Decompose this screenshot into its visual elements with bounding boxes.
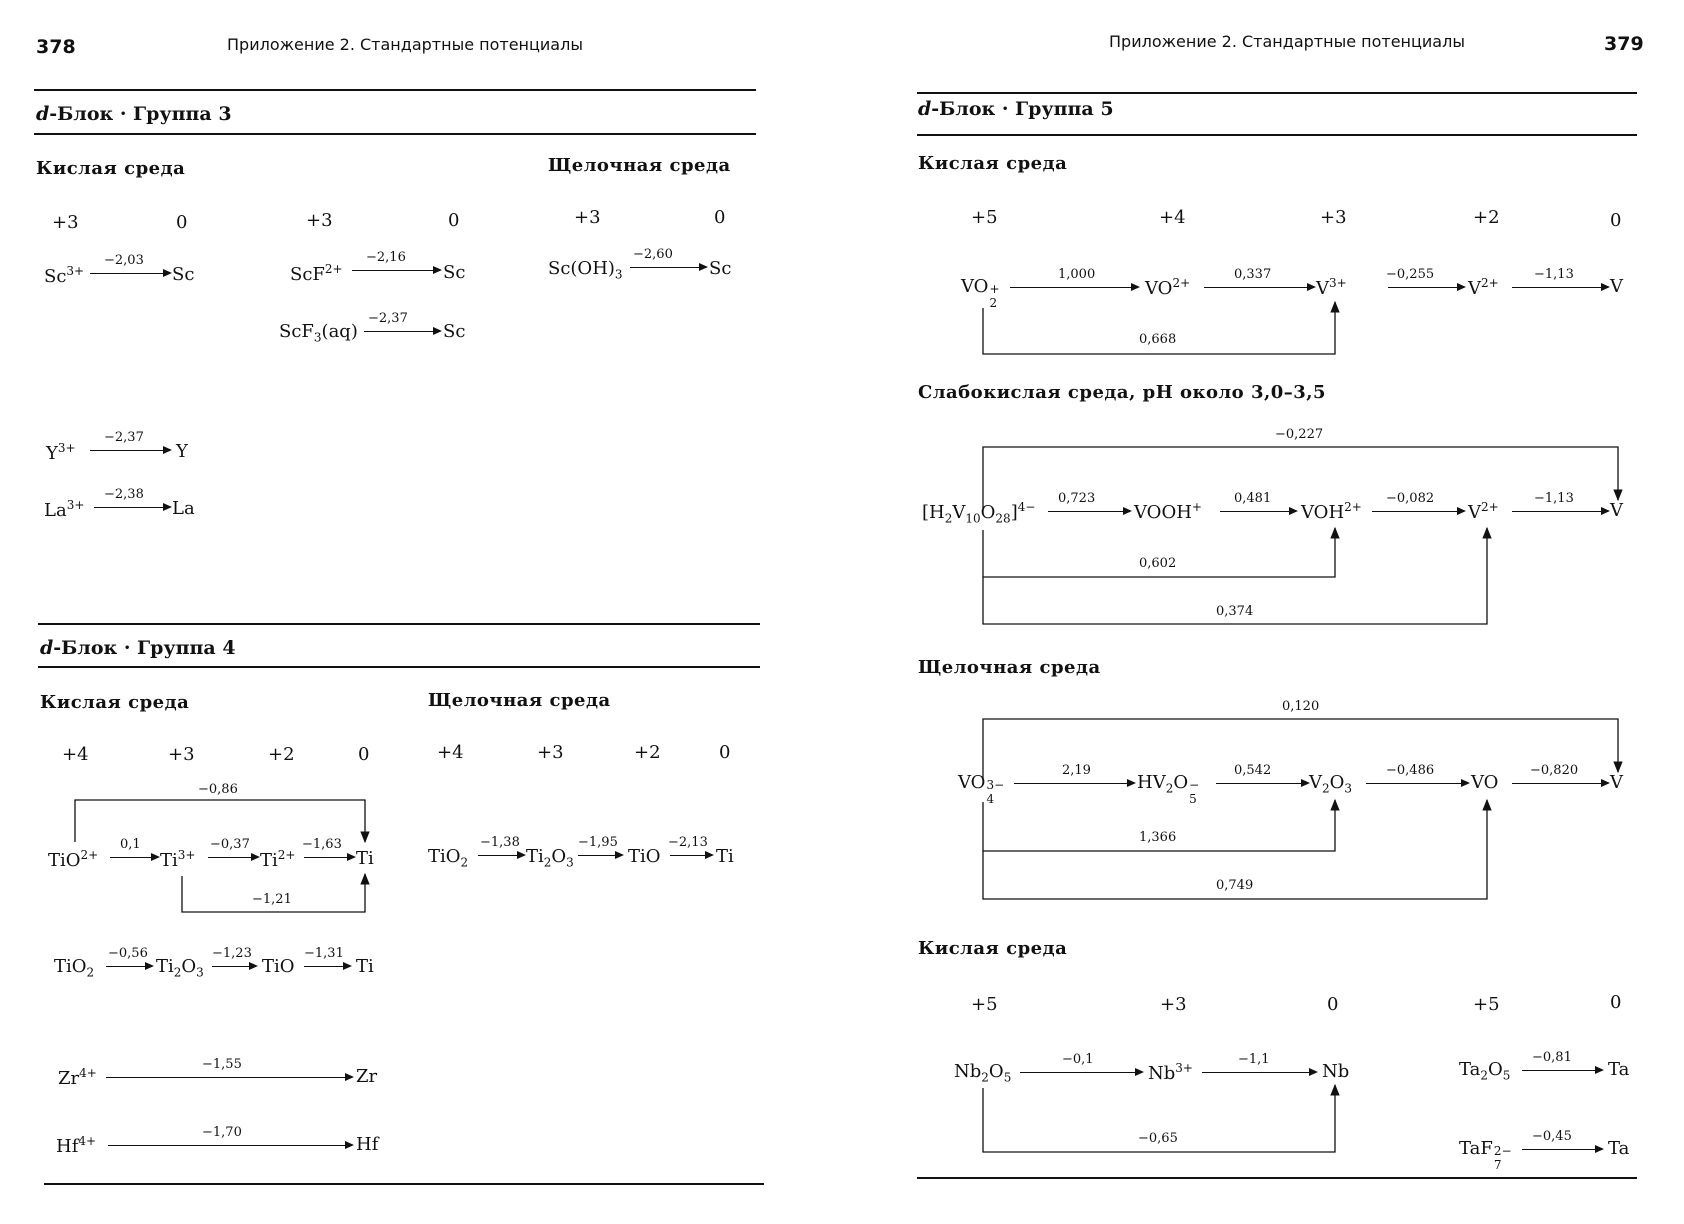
arrow xyxy=(1512,783,1608,784)
potential-value: −1,1 xyxy=(1238,1052,1270,1067)
left-running-header: Приложение 2. Стандартные потенциалы xyxy=(227,35,583,54)
species-ti: Ti xyxy=(356,848,374,869)
potential-value: −1,38 xyxy=(480,835,520,850)
arrow xyxy=(1366,783,1468,784)
arrow xyxy=(304,966,350,967)
weak-acid-label: Слабокислая среда, pH около 3,0–3,5 xyxy=(918,382,1327,403)
ox-state: +3 xyxy=(1320,207,1347,228)
potential-value: 0,542 xyxy=(1234,763,1272,778)
species-vo4: VO 3− 4 xyxy=(958,772,1005,806)
ox-state: +5 xyxy=(971,207,998,228)
arrow xyxy=(478,855,524,856)
arrow xyxy=(212,966,256,967)
left-bottom-rule xyxy=(44,1183,764,1185)
potential-value: −2,16 xyxy=(366,250,406,265)
ox-state: 0 xyxy=(1610,210,1622,231)
potential-value: 0,481 xyxy=(1234,491,1272,506)
group5-top-rule xyxy=(917,92,1637,94)
potential-value: −2,37 xyxy=(104,430,144,445)
species-ti3: $Ti^{3+}$ xyxy=(160,848,196,871)
species-v2: $V^{2+}$ xyxy=(1468,500,1499,523)
species-vooh: VOOH+ xyxy=(1134,500,1202,523)
potential-value: −0,45 xyxy=(1532,1129,1572,1144)
species-sc: Sc xyxy=(709,258,732,279)
right-page-number: 379 xyxy=(1604,33,1644,55)
arrow xyxy=(1014,783,1134,784)
arrow xyxy=(578,855,622,856)
potential-value: −1,70 xyxy=(202,1125,242,1140)
arrow xyxy=(1388,287,1464,288)
species-tio2: TiO$_2$ xyxy=(54,956,95,980)
arrow xyxy=(90,273,170,274)
potential-value: 0,337 xyxy=(1234,267,1272,282)
group5-bottom-rule xyxy=(917,134,1637,136)
potential-value: −2,38 xyxy=(104,487,144,502)
species-ta: Ta xyxy=(1608,1059,1630,1080)
ox-state: +5 xyxy=(1473,994,1500,1015)
species-taf7: TaF 2− 7 xyxy=(1459,1138,1512,1172)
species-v: V xyxy=(1610,276,1623,297)
group5-title: d-Блок · Группа 5 xyxy=(918,98,1114,120)
arrow xyxy=(304,857,354,858)
species-tio: TiO xyxy=(628,846,661,867)
arrow xyxy=(1202,1072,1316,1073)
ox-state: +4 xyxy=(62,744,89,765)
group3-acid-label: Кислая среда xyxy=(36,158,186,179)
ox-state: +2 xyxy=(268,744,295,765)
species-v3: $V^{3+}$ xyxy=(1316,276,1347,299)
arrow xyxy=(1020,1072,1142,1073)
arrow xyxy=(630,267,706,268)
species-scf: ScF$^{2+}$ xyxy=(290,262,343,285)
group4-alkaline-label: Щелочная среда xyxy=(428,690,611,711)
species-tio: TiO xyxy=(262,956,295,977)
species-la3: $La^{3+}$ xyxy=(44,498,85,521)
ox-state: +3 xyxy=(537,742,564,763)
arrow xyxy=(364,331,440,332)
species-zr: Zr xyxy=(356,1066,378,1087)
species-vo: VO xyxy=(1471,772,1499,793)
arrow xyxy=(106,1077,352,1078)
arrow xyxy=(1204,287,1314,288)
ox-state: +5 xyxy=(971,994,998,1015)
group3-alkaline-label: Щелочная среда xyxy=(548,155,731,176)
potential-value: −2,60 xyxy=(633,247,673,262)
potential-value: −1,63 xyxy=(302,837,342,852)
species-sc: Sc xyxy=(443,262,466,283)
potential-value: 0,668 xyxy=(1139,332,1177,347)
species-tio: TiO$^{2+}$ xyxy=(48,848,99,871)
ox-state: 0 xyxy=(1327,994,1339,1015)
species-zr4: $Zr^{4+}$ xyxy=(58,1066,97,1089)
species-y3: $Y^{3+}$ xyxy=(46,441,76,464)
ox-state: +3 xyxy=(168,744,195,765)
potential-value: −2,37 xyxy=(368,311,408,326)
species-voh: $VOH^{2+}$ xyxy=(1301,500,1362,523)
nb-acid-label: Кислая среда xyxy=(918,938,1068,959)
species-vo2: VO + 2 xyxy=(961,276,1000,310)
potential-value: −0,820 xyxy=(1530,763,1579,778)
potential-value: −1,13 xyxy=(1534,491,1574,506)
group4-bottom-rule xyxy=(38,666,760,668)
potential-value: −0,082 xyxy=(1386,491,1435,506)
potential-value: 1,000 xyxy=(1058,267,1096,282)
group3-bottom-rule xyxy=(34,133,756,135)
species-scoh3: $Sc(OH)_3$ xyxy=(548,258,623,282)
species-v: V xyxy=(1610,772,1623,793)
potential-value: 0,749 xyxy=(1216,878,1254,893)
potential-value: −0,81 xyxy=(1532,1050,1572,1065)
potential-value: 2,19 xyxy=(1062,763,1091,778)
potential-value: −0,65 xyxy=(1138,1131,1178,1146)
arrow xyxy=(1220,511,1296,512)
potential-value: −0,86 xyxy=(198,782,238,797)
ox-state: +3 xyxy=(1160,994,1187,1015)
species-y: Y xyxy=(176,441,188,462)
arrow xyxy=(208,857,258,858)
ox-state: +4 xyxy=(1159,207,1186,228)
species-nb: Nb xyxy=(1322,1061,1350,1082)
arrow xyxy=(1048,511,1130,512)
ox-state: 0 xyxy=(719,742,731,763)
species-ti2: $Ti^{2+}$ xyxy=(260,848,296,871)
species-nb3: $Nb^{3+}$ xyxy=(1148,1061,1193,1084)
arrow xyxy=(1522,1070,1602,1071)
species-ti2o3: $Ti_2O_3$ xyxy=(526,846,574,870)
arrow xyxy=(106,966,152,967)
ox-state: 0 xyxy=(714,207,726,228)
species-scf3: ScF$_3$(aq) xyxy=(279,321,358,345)
potential-value: −0,37 xyxy=(210,837,250,852)
group3-title: d-Блок · Группа 3 xyxy=(36,103,232,125)
ox-state: 0 xyxy=(358,744,370,765)
potential-value: −0,56 xyxy=(108,946,148,961)
left-page-number: 378 xyxy=(36,36,76,58)
ox-state: 0 xyxy=(448,210,460,231)
arrow xyxy=(1512,511,1608,512)
species-sc: Sc xyxy=(172,264,195,285)
arrow xyxy=(352,270,440,271)
ox-state: +3 xyxy=(306,210,333,231)
species-v2: $V^{2+}$ xyxy=(1468,276,1499,299)
species-ti: Ti xyxy=(716,846,734,867)
arrow xyxy=(1372,511,1464,512)
group3-top-rule xyxy=(34,89,756,91)
potential-value: −1,21 xyxy=(252,892,292,907)
potential-value: −0,255 xyxy=(1386,267,1435,282)
ox-state: +3 xyxy=(52,212,79,233)
potential-value: 0,723 xyxy=(1058,491,1096,506)
potential-value: 0,374 xyxy=(1216,604,1254,619)
right-bottom-rule xyxy=(917,1177,1637,1179)
potential-value: −1,31 xyxy=(304,946,344,961)
group5-alkaline-label: Щелочная среда xyxy=(918,657,1101,678)
ox-state: +2 xyxy=(1473,207,1500,228)
arrow xyxy=(1512,287,1608,288)
species-ta: Ta xyxy=(1608,1138,1630,1159)
species-hf4: $Hf^{4+}$ xyxy=(56,1134,97,1157)
species-h2v10o28: $[H_2V_{10}O_{28}]^{4-}$ xyxy=(922,500,1036,526)
potential-value: −0,486 xyxy=(1386,763,1435,778)
group4-title: d-Блок · Группа 4 xyxy=(40,637,236,659)
species-v2o3: $V_2O_3$ xyxy=(1309,772,1353,796)
potential-value: 0,602 xyxy=(1139,556,1177,571)
potential-value: 0,1 xyxy=(120,837,141,852)
group4-top-rule xyxy=(38,623,760,625)
potential-value: −2,03 xyxy=(104,253,144,268)
species-hv2o5: $HV_2O$ − 5 xyxy=(1137,772,1200,806)
right-running-header: Приложение 2. Стандартные потенциалы xyxy=(1109,32,1465,51)
species-v: V xyxy=(1610,500,1623,521)
species-ta2o5: $Ta_2O_5$ xyxy=(1459,1059,1511,1083)
arrow xyxy=(90,450,170,451)
group4-acid-label: Кислая среда xyxy=(40,692,190,713)
potential-value: −2,13 xyxy=(668,835,708,850)
arrow xyxy=(670,855,712,856)
potential-value: −0,227 xyxy=(1275,427,1324,442)
ox-state: 0 xyxy=(176,212,188,233)
potential-value: −1,95 xyxy=(578,835,618,850)
species-nb2o5: $Nb_2O_5$ xyxy=(954,1061,1012,1085)
species-hf: Hf xyxy=(356,1134,379,1155)
potential-value: −1,13 xyxy=(1534,267,1574,282)
ox-state: 0 xyxy=(1610,992,1622,1013)
species-vo: $VO^{2+}$ xyxy=(1145,276,1191,299)
arrow xyxy=(108,1145,352,1146)
group5-acid-label: Кислая среда xyxy=(918,153,1068,174)
potential-value: 1,366 xyxy=(1139,830,1177,845)
potential-value: −1,23 xyxy=(212,946,252,961)
species-ti2o3: $Ti_2O_3$ xyxy=(156,956,204,980)
potential-value: 0,120 xyxy=(1282,699,1320,714)
ti-top-loop xyxy=(75,800,365,842)
arrow xyxy=(1522,1149,1602,1150)
potential-value: −1,55 xyxy=(202,1057,242,1072)
species-la: La xyxy=(172,498,195,519)
arrow xyxy=(110,857,158,858)
species-tio2: TiO$_2$ xyxy=(428,846,469,870)
ox-state: +4 xyxy=(437,742,464,763)
species-sc: Sc xyxy=(443,321,466,342)
arrow xyxy=(1216,783,1308,784)
species-ti: Ti xyxy=(356,956,374,977)
arrow xyxy=(94,507,170,508)
ox-state: +2 xyxy=(634,742,661,763)
potential-value: −0,1 xyxy=(1062,1052,1094,1067)
species-sc3: $Sc^{3+}$ xyxy=(44,264,85,287)
arrow xyxy=(1010,287,1138,288)
ox-state: +3 xyxy=(574,207,601,228)
